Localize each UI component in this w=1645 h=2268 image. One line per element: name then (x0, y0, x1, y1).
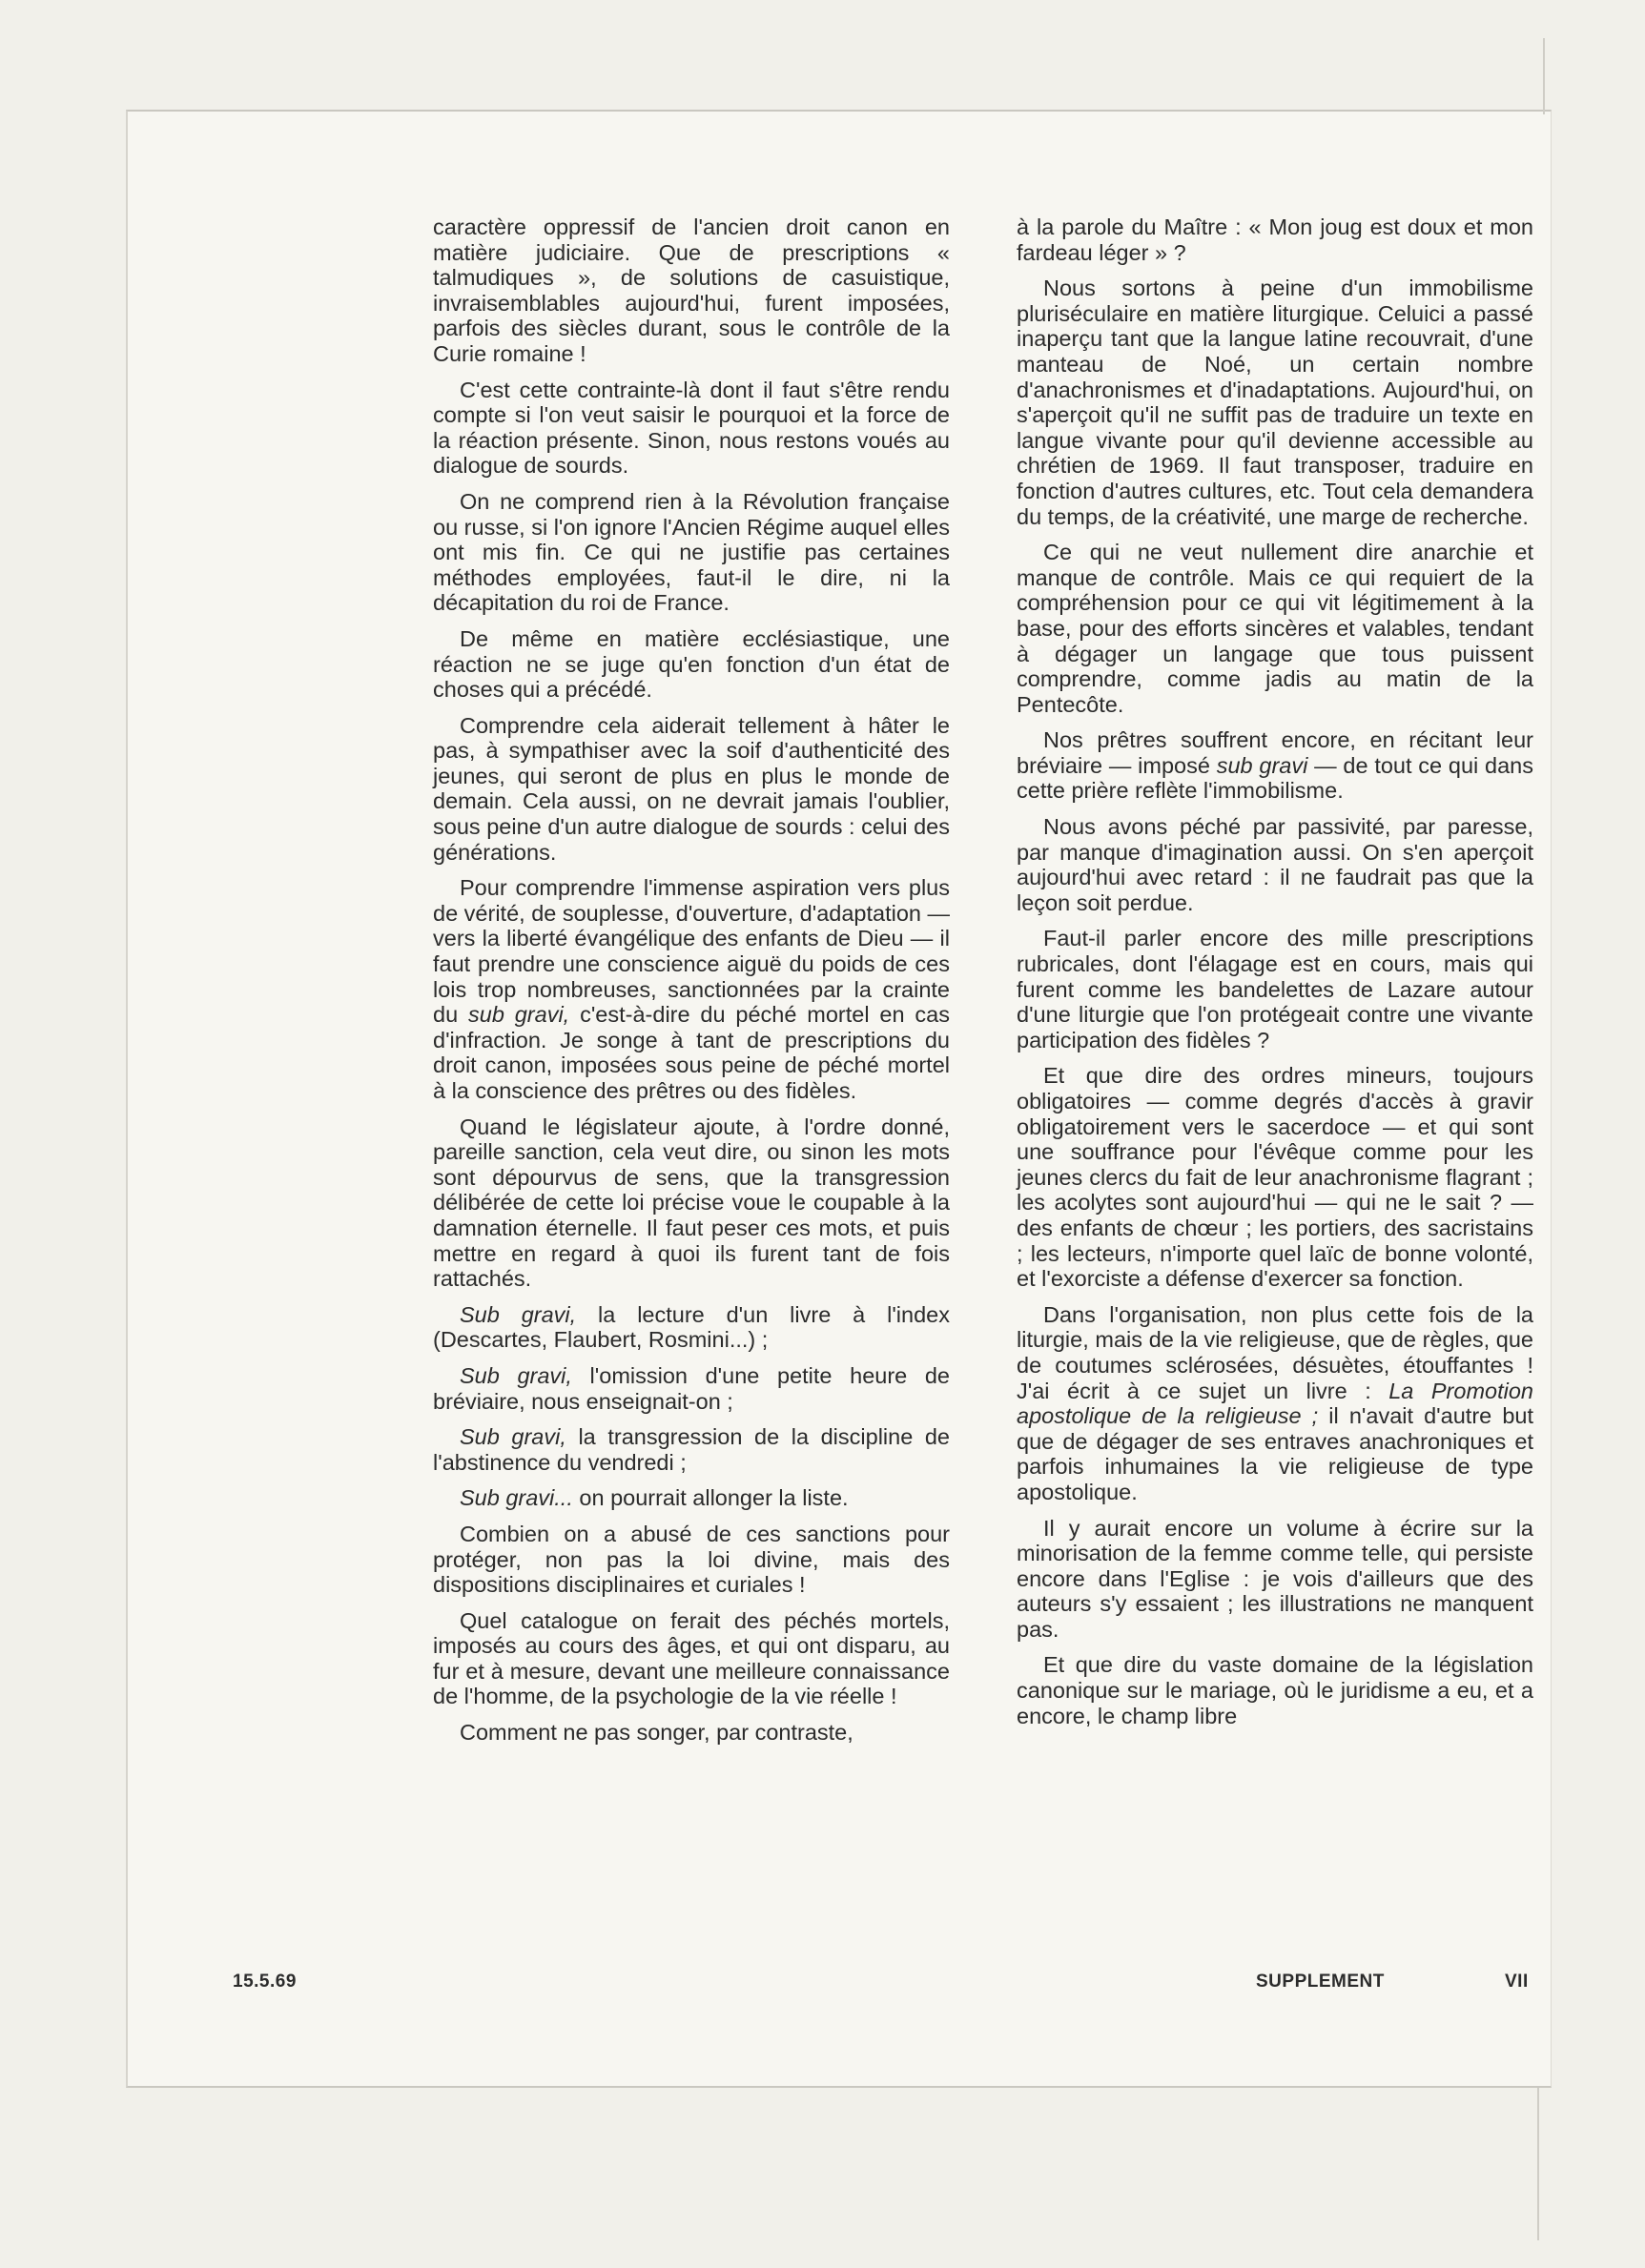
paragraph-text: la lecture d'un livre à l'index (Descartes, Flaubert, Rosmini...) ; (433, 1301, 950, 1353)
italic-book-title: La Promotion apostolique de la religieuse ; (1017, 1378, 1533, 1429)
paragraph (433, 1485, 950, 1511)
paragraph-text: Nos prêtres souffrent encore, en récitant leur bréviaire — imposé (1017, 727, 1533, 778)
paragraph: Il y aurait encore un volume à écrire sur la minorisation de la femme comme telle, qui persiste encore dans l'Eglise : je vois d'ailleurs que des auteurs s'y essaient ; les illustrations ne manquent pas. (1017, 1515, 1533, 1642)
paragraph: Quel catalogue on ferait des péchés mortels, imposés au cours des âges, et qui ont disparu, au fur et à mesure, devant une meilleure connaissance de l'homme, de la psychologie de la vie réelle ! (433, 1607, 950, 1709)
paragraph: De même en matière ecclésiastique, une réaction ne se juge qu'en fonction d'un état de choses qui a précédé. (433, 625, 950, 703)
italic-phrase: Sub gravi, (460, 1424, 566, 1450)
paragraph-text: Dans l'organisation, non plus cette fois de la liturgie, mais de la vie religieuse, que de règles, que de coutumes sclérosées, désuètes, étouffantes ! J'ai écrit à ce sujet un livre : (1017, 1301, 1533, 1403)
paragraph: Nous avons péché par passivité, par paresse, par manque d'imagination aussi. On s'en aperçoit aujourd'hui avec retard : il ne faudrait pas que la leçon soit perdue. (1017, 814, 1533, 915)
paragraph (1017, 727, 1533, 804)
italic-phrase: Sub gravi, (460, 1301, 577, 1327)
paragraph-text: on pourrait allonger la liste. (572, 1485, 849, 1511)
paragraph: à la parole du Maître : « Mon joug est doux et mon fardeau léger » ? (1017, 215, 1533, 265)
paragraph-text: c'est-à-dire du péché mortel en cas d'infraction. Je songe à tant de prescriptions du droit canon, imposées sous peine de péché mortel à la conscience des prêtres ou des fidèles. (433, 1002, 950, 1103)
left-text-column (433, 215, 950, 1756)
paragraph: Comprendre cela aiderait tellement à hâter le pas, à sympathiser avec la soif d'authenticité des jeunes, qui seront de plus en plus le monde de demain. Cela aussi, on ne devrait jamais l'oublier, sous peine d'un autre dialogue de sourds : celui des générations. (433, 712, 950, 865)
paragraph: Et que dire du vaste domaine de la législation canonique sur le mariage, où le juridisme a eu, et a encore, le champ libre (1017, 1652, 1533, 1728)
paragraph (433, 1302, 950, 1353)
paper-edge-bottom-right (1537, 2088, 1539, 2240)
paragraph-text: il n'avait d'autre but que de dégager de ses entraves anachroniques et parfois inhumaines la vie religieuse de type apostolique. (1017, 1403, 1534, 1504)
paragraph: Comment ne pas songer, par contraste, (460, 1720, 853, 1746)
paragraph-text: Pour comprendre l'immense aspiration vers plus de vérité, de souplesse, d'ouverture, d'adaptation — vers la liberté évangélique des enfants de Dieu — il faut prendre une conscience aiguë du poids de ces lois trop nombreuses, sanctionnées par la crainte du (433, 875, 950, 1028)
paragraph (433, 1424, 950, 1475)
paragraph-text: l'omission d'une petite heure de bréviaire, nous enseignait-on ; (433, 1362, 951, 1414)
paper-edge-top-right (1543, 38, 1545, 114)
italic-phrase: Sub gravi, (460, 1362, 572, 1388)
paragraph: Combien on a abusé de ces sanctions pour protéger, non pas la loi divine, mais des dispositions disciplinaires et curiales ! (433, 1521, 950, 1598)
footer-page-number: VII (1505, 1972, 1529, 1992)
paragraph: Quand le législateur ajoute, à l'ordre donné, pareille sanction, cela veut dire, ou sinon les mots sont dépourvus de sens, que la transgression délibérée de cette loi précise voue le coupable à la damnation éternelle. Il faut peser ces mots, et puis mettre en regard à quoi ils furent tant de fois rattachés. (433, 1114, 950, 1292)
paragraph-text: — de tout ce qui dans cette prière reflète l'immobilisme. (1017, 752, 1534, 804)
italic-phrase: Sub gravi... (460, 1485, 573, 1511)
paragraph: Nous sortons à peine d'un immobilisme pluriséculaire en matière liturgique. Celuici a passé inaperçu tant que la langue latine recouvrait, d'une manteau de Noé, un certain nombre d'anachronismes et d'inadaptations. Aujourd'hui, on s'aperçoit qu'il ne suffit pas de traduire un texte en langue vivante pour qu'il devienne accessible au chrétien de 1969. Il faut transposer, traduire en fonction d'autres cultures, etc. Tout cela demandera du temps, de la créativité, une marge de recherche. (1017, 276, 1533, 529)
paragraph (433, 875, 950, 1103)
right-text-column (1017, 215, 1533, 1739)
paragraph: C'est cette contrainte-là dont il faut s'être rendu compte si l'on veut saisir le pourquoi et la force de la réaction présente. Sinon, nous restons voués au dialogue de sourds. (433, 377, 950, 479)
paragraph: Et que dire des ordres mineurs, toujours obligatoires — comme degrés d'accès à gravir obligatoirement vers le sacerdoce — et qui sont une souffrance pour l'évêque comme pour les jeunes clercs du fait de leur anachronisme flagrant ; les acolytes sont aujourd'hui — qui ne le sait ? — des enfants de chœur ; les portiers, des sacristains ; les lecteurs, n'importe quel laïc de bonne volonté, et l'exorciste a défense d'exercer sa fonction. (1017, 1063, 1533, 1292)
paragraph (1017, 1302, 1533, 1505)
paragraph: Ce qui ne veut nullement dire anarchie et manque de contrôle. Mais ce qui requiert de la compréhension pour ce qui vit légitimement à la base, pour des efforts sincères et valables, tendant à dégager un langage que tous puissent comprendre, comme jadis au matin de la Pentecôte. (1017, 540, 1533, 717)
italic-phrase: sub gravi (1216, 752, 1308, 778)
paragraph: On ne comprend rien à la Révolution française ou russe, si l'on ignore l'Ancien Régime auquel elles ont mis fin. Ce qui ne justifie pas certaines méthodes employées, faut-il le dire, ni la décapitation du roi de France. (433, 488, 950, 616)
paragraph: Faut-il parler encore des mille prescriptions rubricales, dont l'élagage est en cours, mais qui furent comme les bandelettes de Lazare autour d'une liturgie que l'on protégeait contre une vivante participation des fidèles ? (1017, 926, 1533, 1052)
paragraph (433, 1363, 950, 1414)
italic-phrase: sub gravi, (468, 1002, 570, 1028)
footer-supplement-label: SUPPLEMENT (1256, 1972, 1385, 1992)
paragraph: caractère oppressif de l'ancien droit canon en matière judiciaire. Que de prescriptions « talmudiques », de solutions de casuistique, invraisemblables aujourd'hui, furent imposées, parfois des siècles durant, sous le contrôle de la Curie romaine ! (433, 215, 950, 366)
footer-date: 15.5.69 (233, 1972, 297, 1992)
paragraph-text: la transgression de la discipline de l'abstinence du vendredi ; (433, 1424, 951, 1475)
